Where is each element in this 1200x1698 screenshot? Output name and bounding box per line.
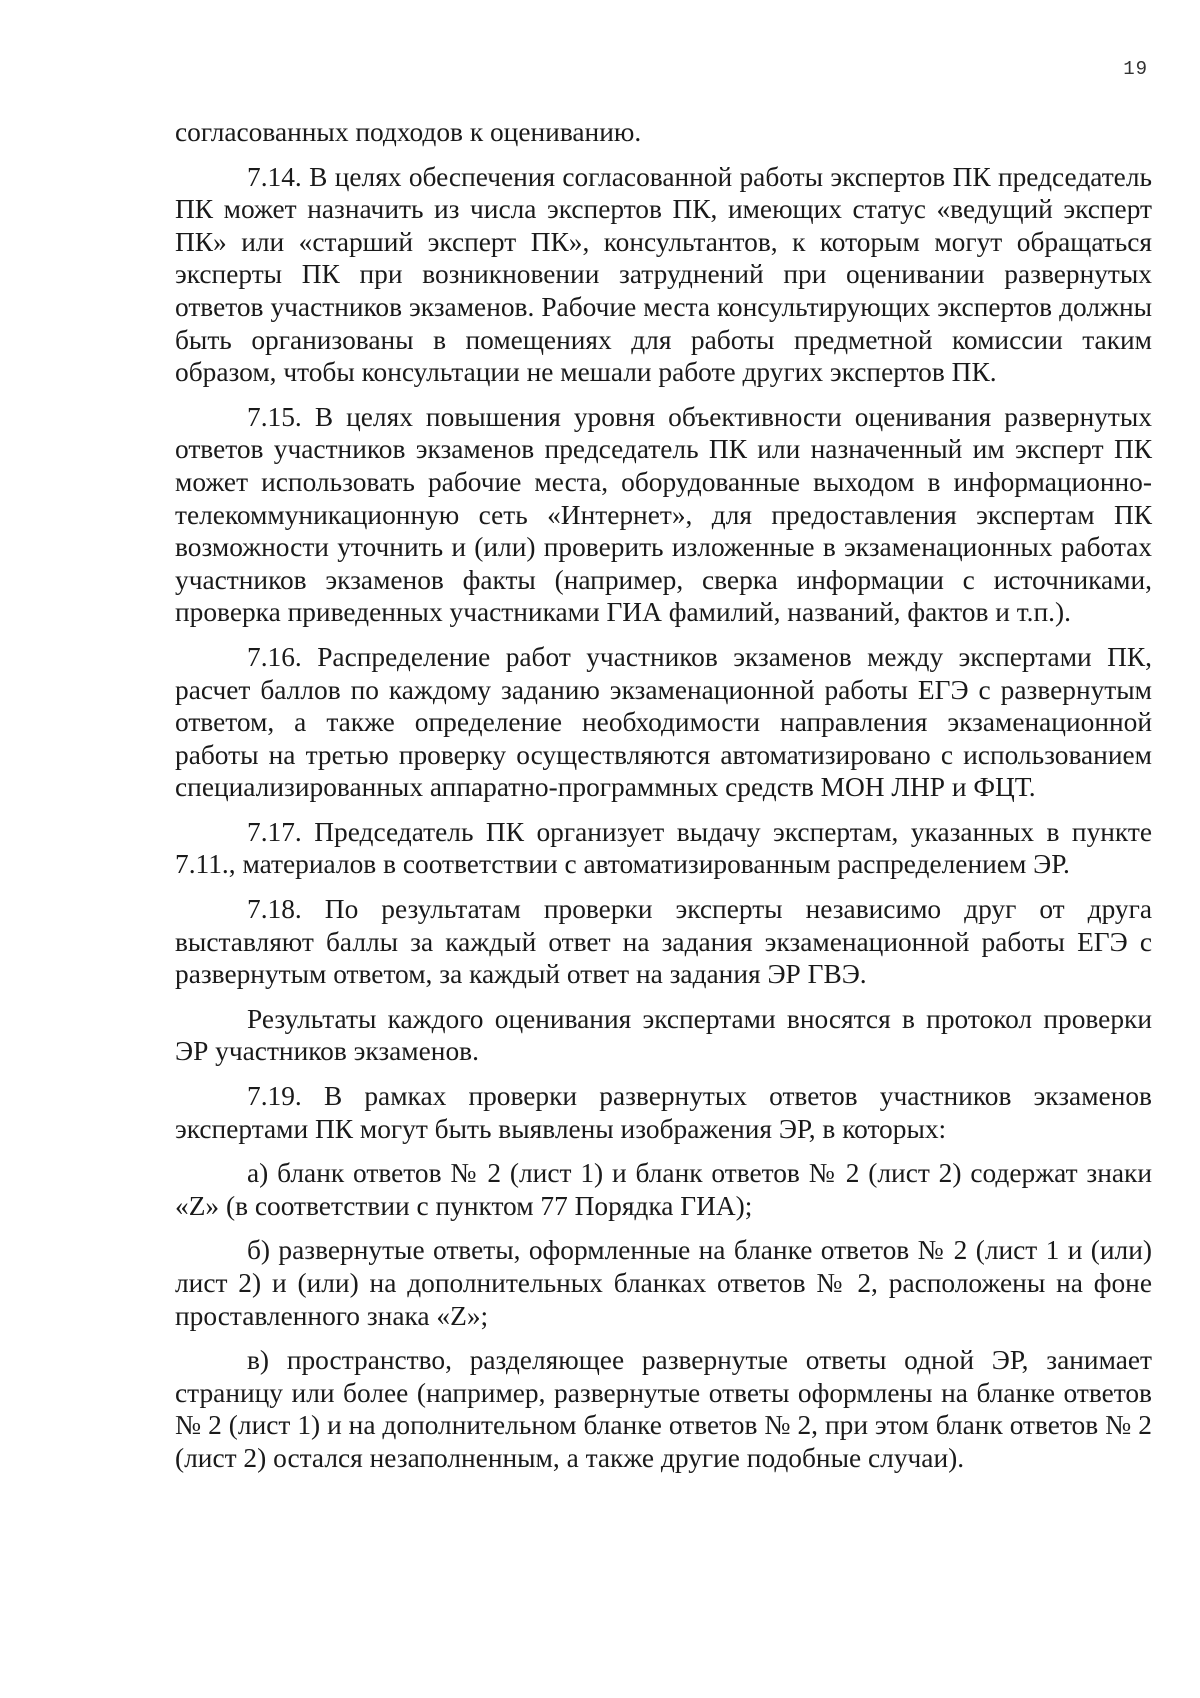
paragraph-7-17: 7.17. Председатель ПК организует выдачу экспертам, указанных в пункте 7.11., материалов в соответствии с автоматизированным распределением ЭР.: [175, 816, 1152, 880]
document-body: [175, 116, 1152, 1475]
paragraph-7-14: 7.14. В целях обеспечения согласованной работы экспертов ПК председатель ПК может назначить из числа экспертов ПК, имеющих статус «ведущий эксперт ПК» или «старший эксперт ПК», консультантов, к которым могут обращаться эксперты ПК при возникновении затруднений при оценивании развернутых ответов участников экзаменов. Рабочие места консультирующих экспертов должны быть организованы в помещениях для работы предметной комиссии таким образом, чтобы консультации не мешали работе других экспертов ПК.: [175, 161, 1152, 388]
paragraph-7-16: 7.16. Распределение работ участников экзаменов между экспертами ПК, расчет баллов по каждому заданию экзаменационной работы ЕГЭ с развернутым ответом, а также определение необходимости направления экзаменационной работы на третью проверку осуществляются автоматизировано с использованием специализированных аппаратно-программных средств МОН ЛНР и ФЦТ.: [175, 641, 1152, 803]
paragraph-7-19: 7.19. В рамках проверки развернутых ответов участников экзаменов экспертами ПК могут быть выявлены изображения ЭР, в которых:: [175, 1081, 1152, 1144]
page-number: 19: [1123, 58, 1148, 80]
paragraph-7-18: 7.18. По результатам проверки эксперты независимо друг от друга выставляют баллы за каждый ответ на задания экзаменационной работы ЕГЭ с развернутым ответом, за каждый ответ на задания ЭР ГВЭ.: [175, 894, 1152, 990]
list-item-a: а) бланк ответов № 2 (лист 1) и бланк ответов № 2 (лист 2) содержат знаки «Z» (в соответствии с пунктом 77 Порядка ГИА);: [175, 1158, 1152, 1221]
list-item-b: б) развернутые ответы, оформленные на бланке ответов № 2 (лист 1 и (или) лист 2) и (или) на дополнительных бланках ответов № 2, расположены на фоне проставленного знака «Z»;: [175, 1235, 1152, 1331]
list-item-v: в) пространство, разделяющее развернутые ответы одной ЭР, занимает страницу или более (например, развернутые ответы оформлены на бланке ответов № 2 (лист 1) и на дополнительном бланке ответов № 2, при этом бланк ответов № 2 (лист 2) остался незаполненным, а также другие подобные случаи).: [175, 1345, 1152, 1473]
paragraph-continuation: согласованных подходов к оцениванию.: [175, 117, 642, 147]
paragraph-7-15: 7.15. В целях повышения уровня объективности оценивания развернутых ответов участников экзаменов председатель ПК или назначенный им эксперт ПК может использовать рабочие места, оборудованные выходом в информационно-телекоммуникационную сеть «Интернет», для предоставления экспертам ПК возможности уточнить и (или) проверить изложенные в экзаменационных работах участников экзаменов факты (например, сверка информации с источниками, проверка приведенных участниками ГИА фамилий, названий, фактов и т.п.).: [175, 401, 1152, 628]
paragraph-results: Результаты каждого оценивания экспертами вносятся в протокол проверки ЭР участников экзаменов.: [175, 1003, 1152, 1067]
